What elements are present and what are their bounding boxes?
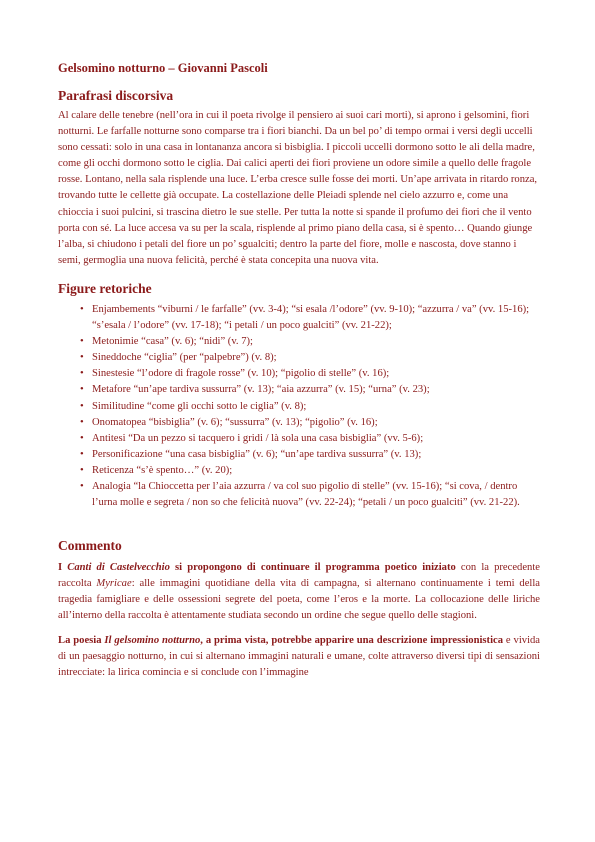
commento-p2-t1: e vivida di un paesaggio notturno, in cui si alternano immagini naturali e umane, colte attraverso diversi tipi di sensazioni intrecciate: la lirica comincia e si conclude con l’immagine bbox=[58, 634, 541, 678]
commento-p1-bold-1 bbox=[58, 562, 456, 573]
list-item: • Analogia “la Chioccetta per l’aia azzurra / va col suo pigolio di stelle” (vv. 15-16); “si cova, / dentro l’urna molle e segreta / non so che felicità nuova” (vv. 22-24); “petali / un poco gualciti” (vv. 21-22). bbox=[80, 479, 540, 511]
list-item: • Reticenza “s’è spento…” (v. 20); bbox=[80, 463, 540, 479]
commento-p2-b1: La poesia bbox=[58, 634, 105, 646]
parafrasi-text: Al calare delle tenebre (nell’ora in cui il poeta rivolge il pensiero ai suoi cari morti), si aprono i gelsomini, fiori notturni. Le farfalle notturne sono comparse tra i fiori bianchi. Da un bel po’ di tempo ormai i versi degli uccelli sono cessati: solo in una casa in lontananza ancora si bisbiglia. I piccoli uccelli dormono sotto le ali della madre, come gli occhi dormono sotto le ciglia. Dai calici aperti dei fiori proviene un odore simile a quello delle fragole rosse. Lontano, nella sala risplende una luce. L’erba cresce sulle fosse dei morti. Un’ape arrivata in ritardo ronza, trovando tutte le cellette già occupate. La costellazione delle Pleiadi splende nel cielo azzurro e, come una chioccia i suoi pulcini, si trascina dietro le sue stelle. Per tutta la notte si spande il profumo dei fiori che il vento porta con sé. La luce accesa va su per la scala, risplende al primo piano della casa, si è spento… Quando giunge l’alba, si chiudono i petali del fiore un po’ sgualciti; dentro la parte del fiore, molle e nascosta, dove stanno i semi, germoglia una nuova felicità, perché è stata concepita una nuova vita. bbox=[58, 110, 538, 266]
list-item: • Similitudine “come gli occhi sotto le ciglia” (v. 8); bbox=[80, 399, 540, 415]
commento-p1-b1: I bbox=[58, 562, 68, 574]
commento-paragraph-2 bbox=[58, 633, 540, 681]
figure-list bbox=[58, 302, 540, 511]
commento-p1-t1: con la precedente raccolta bbox=[58, 562, 540, 590]
list-item: • Onomatopea “bisbiglia” (v. 6); “sussurra” (v. 13); “pigolio” (v. 16); bbox=[80, 415, 540, 431]
commento-heading: Commento bbox=[58, 538, 122, 554]
document-title: Gelsomino notturno – Giovanni Pascoli bbox=[58, 61, 268, 75]
list-item: • Personificazione “una casa bisbiglia” (v. 6); “un’ape tardiva sussurra” (v. 13); bbox=[80, 447, 540, 463]
commento-p1-italic-title: Canti di Castelvecchio bbox=[67, 562, 170, 574]
commento-p1-t2: : alle immagini quotidiane della vita di campagna, si alternano continuamente i temi della tragedia famigliare e delle ossessioni segrete del poeta, come l’eros e la morte. La collocazione delle liriche all’interno della raccolta è attentamente studiata secondo un ordine che segue quello delle stagioni. bbox=[58, 578, 540, 622]
commento-p2-bold bbox=[58, 635, 503, 646]
commento-p2-b2: , a prima vista, potrebbe apparire una descrizione impressionistica bbox=[200, 634, 504, 646]
list-item: • Sineddoche “ciglia” (per “palpebre”) (v. 8); bbox=[80, 350, 540, 366]
list-item: • Metonimie “casa” (v. 6); “nidi” (v. 7); bbox=[80, 334, 540, 350]
list-item: • Enjambements “viburni / le farfalle” (vv. 3-4); “si esala /l’odore” (vv. 9-10); “azzurra / va” (vv. 15-16); “s’esala / l’odore” (vv. 17-18); “i petali / un poco gualciti” (vv. 21-22); bbox=[80, 302, 540, 334]
parafrasi-heading: Parafrasi discorsiva bbox=[58, 88, 174, 103]
commento-p1-b2: si propongono di continuare il programma poetico iniziato bbox=[169, 562, 456, 574]
list-item: • Antitesi “Da un pezzo si tacquero i gridi / là sola una casa bisbiglia” (vv. 5-6); bbox=[80, 431, 540, 447]
figure-heading: Figure retoriche bbox=[58, 280, 152, 296]
commento-paragraph-1 bbox=[58, 560, 540, 624]
document-page bbox=[58, 60, 540, 681]
commento-p2-italic-title: Il gelsomino notturno bbox=[104, 634, 201, 646]
list-item: • Metafore “un’ape tardiva sussurra” (v. 13); “aia azzurra” (v. 15); “urna” (v. 23); bbox=[80, 382, 540, 398]
commento-p1-italic-myricae: Myricae bbox=[96, 578, 132, 590]
list-item: • Sinestesie “l’odore di fragole rosse” (v. 10); “pigolio di stelle” (v. 16); bbox=[80, 366, 540, 382]
